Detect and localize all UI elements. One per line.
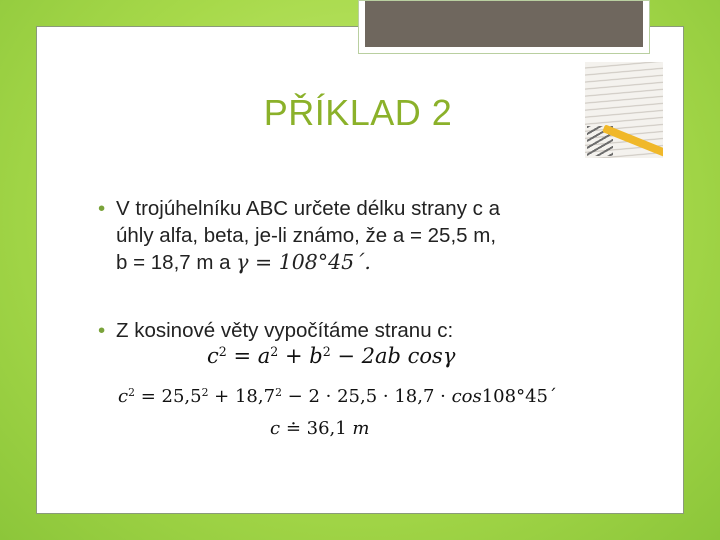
bullet-2-marker: • <box>98 319 106 342</box>
formula2-angle: 108°45´ <box>481 386 557 407</box>
formula2-cos: cos <box>451 386 482 407</box>
formula1-b-exp: 2 <box>322 344 331 360</box>
formula2-part3: − 2 · 25,5 · 18,7 · <box>281 386 452 407</box>
formula1-b: b <box>309 344 323 368</box>
formula1-c: c <box>207 344 219 368</box>
formula2-part2-exp: 2 <box>275 386 282 400</box>
formula3-c: c <box>270 418 281 439</box>
formula1-a: a <box>257 344 271 368</box>
formula-cosine-law <box>207 344 455 368</box>
formula1-c-exp: 2 <box>218 344 227 360</box>
bullet-1-line-3-text: b = 18,7 m a <box>116 251 237 274</box>
gamma-value: γ = 108°45´. <box>236 250 371 274</box>
bullet-1-marker: • <box>98 197 106 220</box>
bullet-2-text: Z kosinové věty vypočítáme stranu c: <box>116 319 454 342</box>
header-tab-dark <box>365 1 643 47</box>
formula3-unit: m <box>352 418 370 439</box>
formula2-c: c <box>118 386 129 407</box>
formula2-c-exp: 2 <box>128 386 135 400</box>
formula3-value: ≐ 36,1 <box>280 418 353 439</box>
bullet-1-text <box>116 195 576 276</box>
bullet-1-line-1: V trojúhelníku ABC určete délku strany c a <box>116 197 501 220</box>
formula2-part1: = 25,5 <box>134 386 202 407</box>
formula1-a-exp: 2 <box>270 344 279 360</box>
formula2-part2: + 18,7 <box>208 386 276 407</box>
formula1-plus: + <box>278 344 310 368</box>
header-tab <box>358 0 650 54</box>
formula-substituted <box>118 386 557 407</box>
slide-title: PŘÍKLAD 2 <box>263 92 453 133</box>
formula1-rest: − 2ab cosγ <box>330 344 456 368</box>
bullet-1-line-2: úhly alfa, beta, je-li známo, že a = 25,5 m, <box>116 224 497 247</box>
formula-result <box>270 418 370 439</box>
formula1-eq: = <box>226 344 258 368</box>
formula2-part1-exp: 2 <box>201 386 209 400</box>
bullet-1-line-3 <box>116 249 576 276</box>
